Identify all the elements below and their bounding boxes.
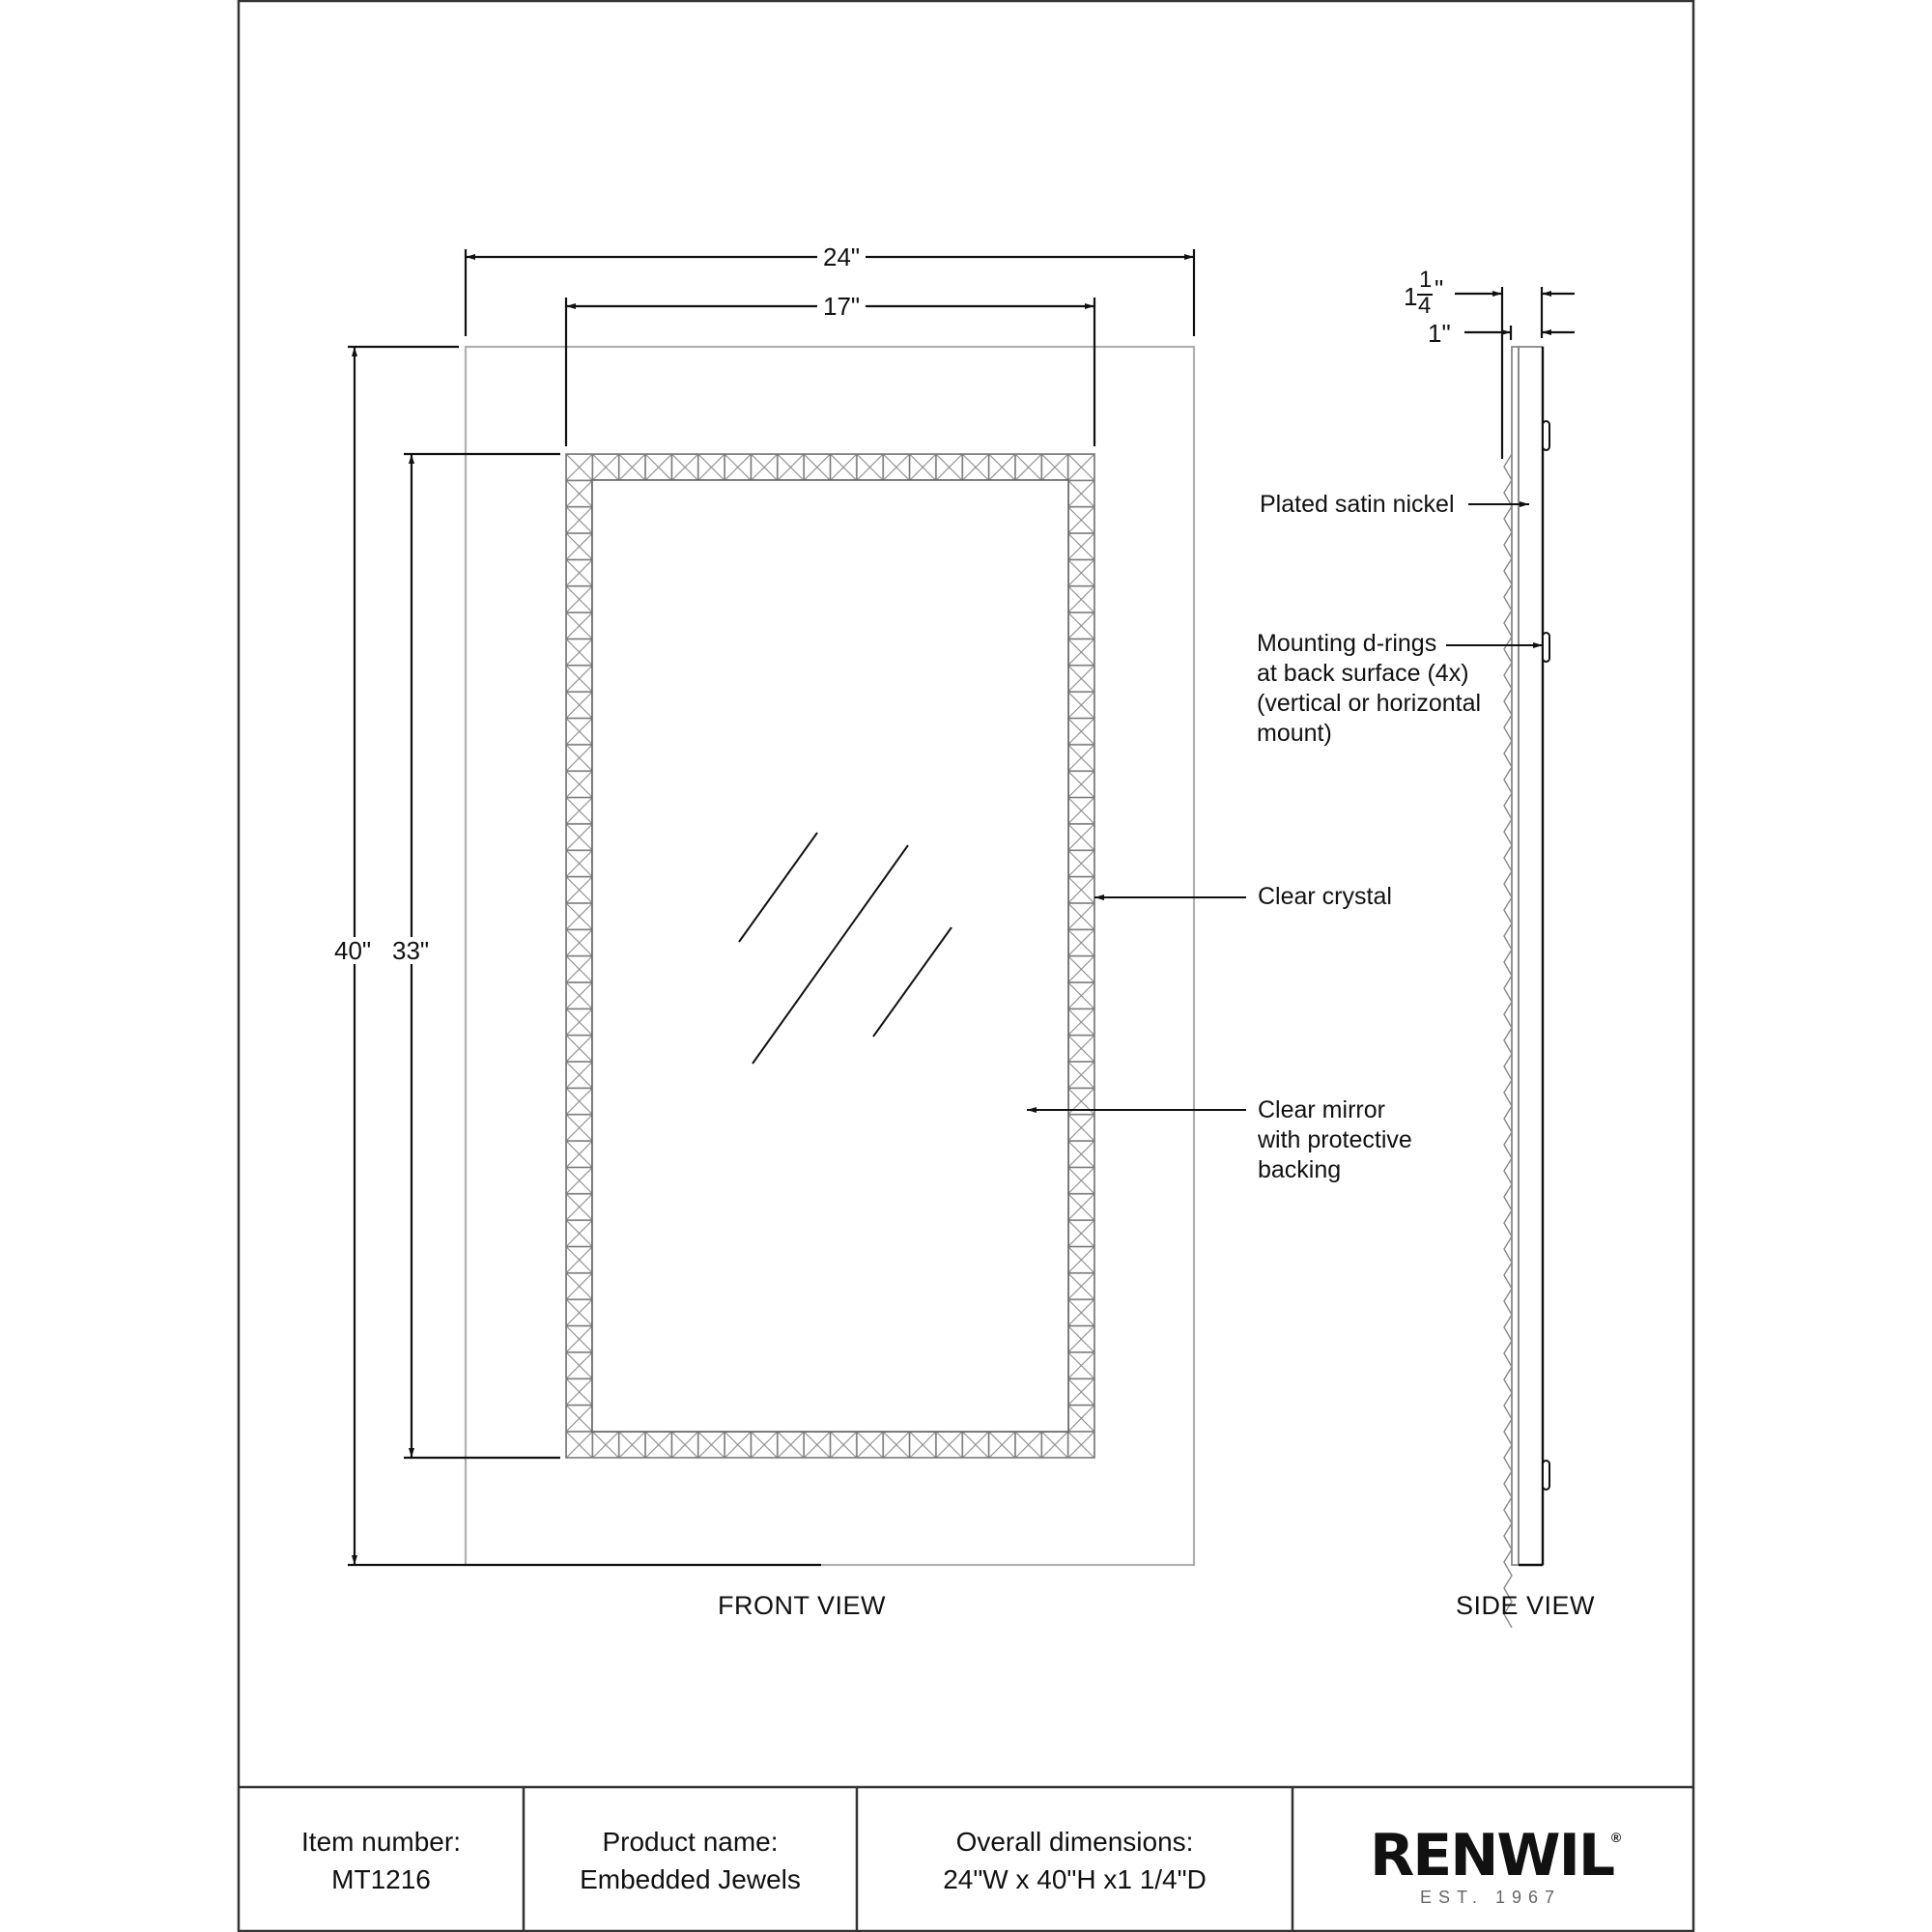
side-panel [1519, 347, 1543, 1565]
dim-40-label: 40" [328, 937, 377, 964]
overall-dimensions-value: 24"W x 40"H x1 1/4"D [943, 1863, 1207, 1894]
dim-24-label: 24" [817, 243, 866, 270]
product-name-value: Embedded Jewels [580, 1863, 801, 1894]
item-number-cell [239, 1788, 524, 1932]
item-number-label: Item number: [301, 1826, 461, 1857]
logo-tagline: EST. 1967 [1419, 1888, 1562, 1907]
side-view [1446, 287, 1575, 1628]
side-crystal-layer [1512, 347, 1519, 1565]
logo-wordmark: RENWIL [1370, 1822, 1614, 1889]
side-view-title: SIDE VIEW [1456, 1591, 1596, 1620]
callout-plated: Plated satin nickel [1260, 491, 1455, 518]
overall-dimensions-cell [857, 1788, 1293, 1932]
renwil-logo [1370, 1822, 1622, 1908]
dim-1-label: 1" [1428, 319, 1451, 348]
product-name-label: Product name: [602, 1826, 779, 1857]
dim-depth [1455, 287, 1575, 459]
product-name-cell [524, 1788, 857, 1932]
front-view-title: FRONT VIEW [718, 1591, 887, 1620]
item-number-value: MT1216 [331, 1863, 431, 1894]
overall-dimensions-label: Overall dimensions: [955, 1826, 1194, 1857]
callout-crystal: Clear crystal [1258, 883, 1392, 910]
dim-17-label: 17" [817, 293, 866, 320]
dim-33-label: 33" [386, 937, 435, 964]
registered-mark: ® [1610, 1830, 1622, 1845]
front-view [348, 249, 1246, 1565]
callout-drings: Mounting d-rings at back surface (4x) (vertical or horizontal mount) [1257, 630, 1482, 747]
callout-mirror: Clear mirror with protective backing [1258, 1096, 1412, 1183]
side-crystal-bumps [1504, 454, 1512, 1628]
